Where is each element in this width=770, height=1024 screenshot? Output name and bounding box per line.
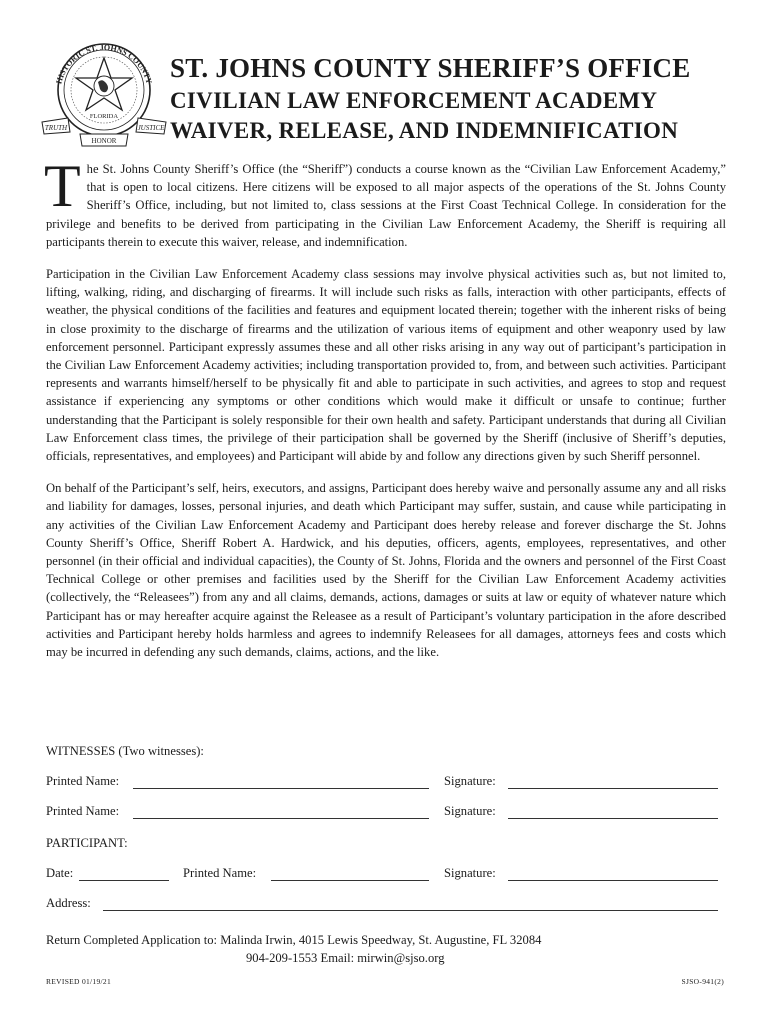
signature-form [46,738,726,926]
witness1-printed-name-field[interactable] [133,788,429,789]
witness1-signature-field[interactable] [508,788,718,789]
drop-cap: T [44,153,81,219]
release-paragraph: On behalf of the Participant’s self, heirs, executors, and assigns, Participant does hereby waive and personally assume any and all risks and liability for damages, losses, personal injuries, and death which Participant may suffer, sustain, and cause while participating in any activities of the Civilian Law Enforcement Academy and Participant does hereby release and forever discharge the St. Johns County Sheriff’s Office, Sheriff Robert A. Hardwick, and his deputies, officers, agents, employees, representatives, and other personnel (in their official and individual capacities), the County of St. Johns, Florida and the owners and personnel of the First Coast Technical College or other premises and facilities used by the Sheriff for the Civilian Law Enforcement Academy activities (collectively, the “Releasees”) from any and all claims, demands, actions, damages or suits at law or equity of whatever nature which Participant has or may hereafter acquire against the Releasee as a result of Participant’s voluntary participation in the afore described activities and Participant hereby holds harmless and agrees to indemnify Releasees for all damages, attorneys fees and costs which may be incurred in defending any such demands, claims, actions, and the like. [46,481,726,660]
seal-bottom-banner: HONOR [91,137,117,145]
participant-signature-field[interactable] [508,880,718,881]
document-body [44,153,726,675]
address-label: Address: [46,896,91,910]
participant-printed-name-field[interactable] [271,880,429,881]
header-titles [170,52,730,146]
seal-left-banner: TRUTH [44,124,68,132]
witness2-printed-name-field[interactable] [133,818,429,819]
intro-paragraph-text: he St. Johns County Sheriff’s Office (the “Sheriff”) conducts a course known as the “Civilian Law Enforcement Academy,” that is open to local citizens. Here citizens will be exposed to all major aspects of the operations of the St. Johns County Sheriff’s Office, including, but not limited to, class sessions at the First Coast Technical College. In consideration for the privilege and benefits to be derived from participating in the Civilian Law Enforcement Academy, the Sheriff is requiring all participants therein to execute this waiver, release, and indemnification. [46,162,726,249]
witness-row-2 [46,804,726,822]
seal-right-banner: JUSTICE [137,124,165,132]
signature-label: Signature: [444,804,496,818]
participant-date-field[interactable] [79,880,169,881]
witnesses-heading [46,744,726,762]
return-instructions [46,931,726,967]
intro-paragraph [44,153,726,251]
sheriff-seal-icon [40,40,168,148]
witness2-signature-field[interactable] [508,818,718,819]
subtitle-academy: CIVILIAN LAW ENFORCEMENT ACADEMY [170,88,658,113]
risks-paragraph: Participation in the Civilian Law Enforcement Academy class sessions may involve physical activities such as, but not limited to, lifting, walking, riding, and discharging of firearms. It will include such risks as falls, interaction with other participants, effects of weather, the physical conditions of the facilities and features and equipment located therein; together with the inherent risks of being in close proximity to the discharge of firearms and the utilization of various items of equipment and other weaponry used by law enforcement personnel. Participant expressly assumes these and all other risks arising in any way out of participant’s participation in the Civilian Law Enforcement Academy activities; including transportation provided to, from, and between such activities. Participant represents and warrants himself/herself to be physically fit and able to participate in such activities, and agrees to stop and request assistance if experiencing any symptoms or other conditions which would make it difficult or unsafe to continue; further understanding that the Participant is solely responsible for their own health and safety. Participant understands that during all Civilian Law Enforcement class times, the privilege of their participation shall be governed by the Sheriff (inclusive of Sheriff’s deputies, officials, representatives, and employees) and Participant will abide by and follow any directions given by such Sheriff personnel. [46,267,726,464]
address-row [46,896,726,914]
participant-heading [46,836,726,854]
return-contact-line: 904-209-1553 Email: mirwin@sjso.org [246,951,445,965]
participant-address-field[interactable] [103,910,718,911]
revision-date: REVISED 01/19/21 [46,977,112,986]
seal-center-text: FLORIDA [89,113,119,120]
signature-label: Signature: [444,774,496,788]
witnesses-label: WITNESSES (Two witnesses): [46,744,204,758]
printed-name-label: Printed Name: [46,804,120,818]
printed-name-label: Printed Name: [46,774,120,788]
signature-label: Signature: [444,866,496,880]
seal-ring-text: HISTORIC ST. JOHNS COUNTY [54,42,154,85]
return-address-line: Return Completed Application to: Malinda Irwin, 4015 Lewis Speedway, St. Augustine, FL 32084 [46,933,542,947]
printed-name-label: Printed Name: [183,866,257,880]
page-title: ST. JOHNS COUNTY SHERIFF’S OFFICE [170,53,691,83]
subtitle-waiver: WAIVER, RELEASE, AND INDEMNIFICATION [170,118,679,143]
date-label: Date: [46,866,74,880]
participant-row [46,866,726,884]
form-code: SJSO-941(2) [681,977,724,986]
participant-label: PARTICIPANT: [46,836,128,850]
witness-row-1 [46,774,726,792]
